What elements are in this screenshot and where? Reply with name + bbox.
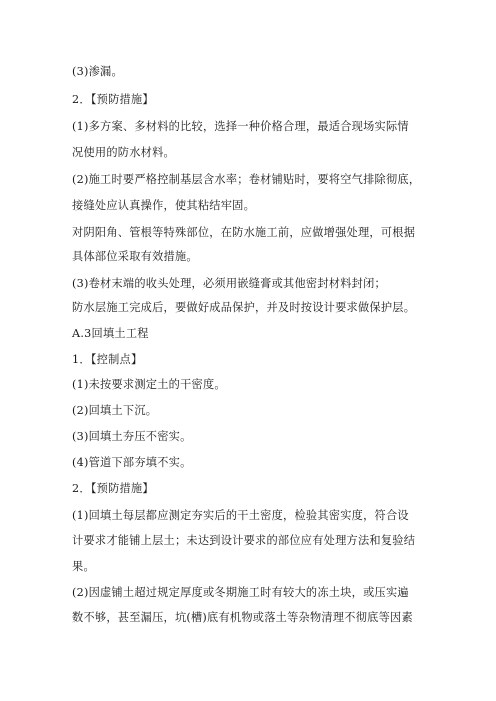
text-line-9: (3)卷材末端的收头处理，必须用嵌缝膏或其他密封材料封闭； [72,277,386,290]
text-line-20: 果。 [72,560,95,573]
text-line-3: (1)多方案、多材料的比较，选择一种价格合理，最适合现场实际情 [72,120,409,133]
text-line-5: (2)施工时要严格控制基层含水率；卷材铺贴时，要将空气排除彻底， [72,173,421,186]
text-line-1: (3)渗漏。 [72,65,123,78]
text-line-21: (2)因虚铺土超过规定厚度或冬期施工时有较大的冻土块，或压实遍 [72,586,409,599]
text-line-15: (3)回填土夯压不密实。 [72,430,192,443]
text-line-6: 接缝处应认真操作，使其粘结牢固。 [72,199,256,212]
text-line-7: 对阴阳角、管根等特殊部位，在防水施工前，应做增强处理，可根据 [72,226,416,239]
text-line-4: 况使用的防水材料。 [72,146,175,159]
text-line-13: (1)未按要求测定土的干密度。 [72,378,226,391]
text-line-19: 计要求才能铺上层土；未达到设计要求的部位应有处理方法和复验结 [72,534,416,547]
text-line-8: 具体部位采取有效措施。 [72,250,198,263]
text-line-18: (1)回填土每层都应测定夯实后的干土密度，检验其密实度，符合设 [72,509,409,522]
text-line-10: 防水层施工完成后，要做好成品保护，并及时按设计要求做保护层。 [72,301,416,314]
text-line-14: (2)回填土下沉。 [72,404,158,417]
section-heading-preventive-measures: 2．【预防措施】 [72,93,154,106]
text-line-16: (4)管道下部夯填不实。 [72,456,192,469]
section-heading-backfill: A.3回填土工程 [72,327,149,340]
section-heading-control-points: 1．【控制点】 [72,353,143,366]
section-heading-preventive-measures-2: 2．【预防措施】 [72,482,154,495]
text-line-22: 数不够，甚至漏压，坑(槽)底有机物或落土等杂物清理不彻底等因素 [72,611,413,624]
